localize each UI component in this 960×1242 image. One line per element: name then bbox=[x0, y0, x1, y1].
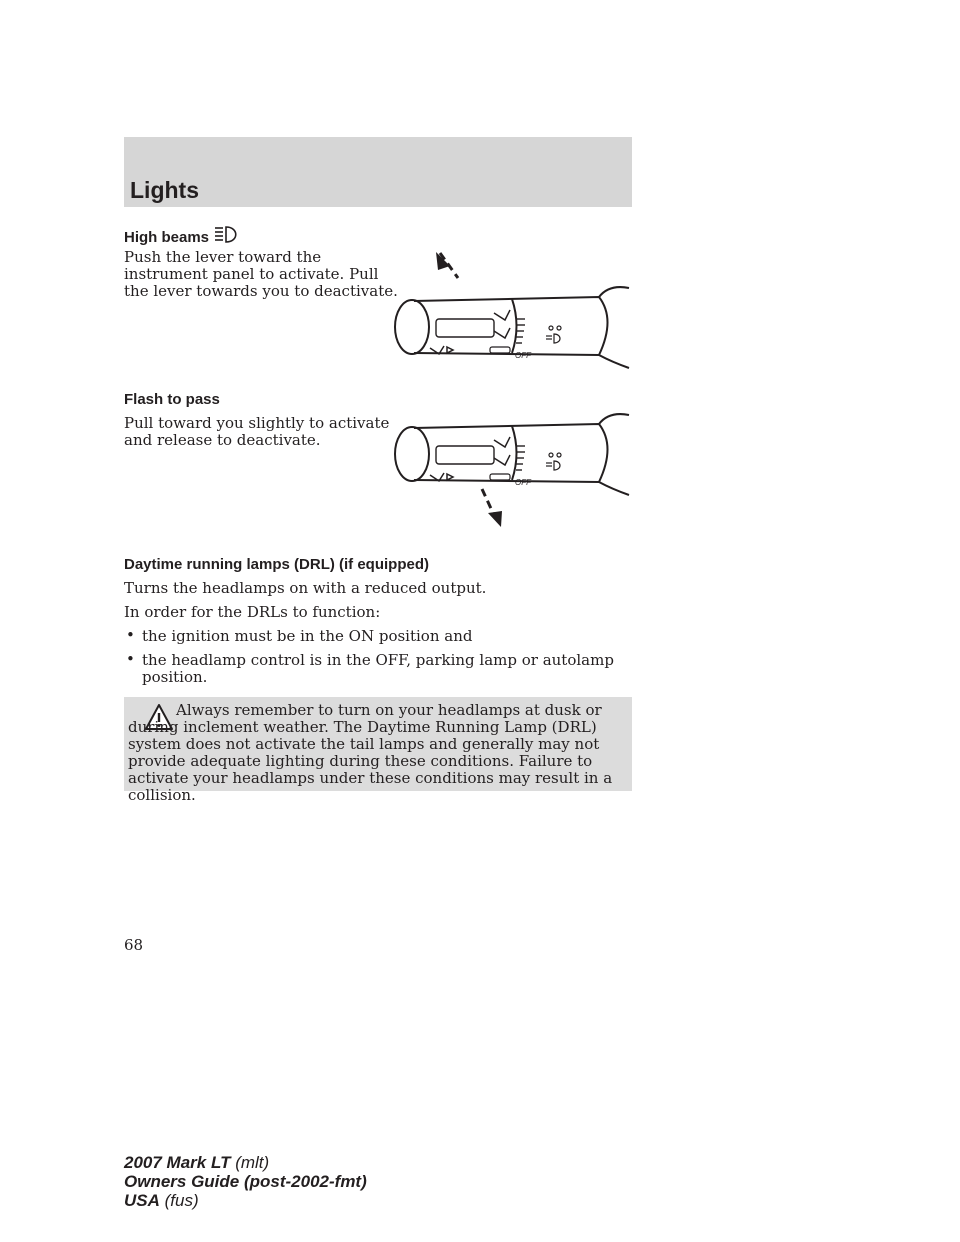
high-beams-line3: the lever towards you to deactivate. bbox=[124, 282, 398, 300]
headlamp-icon bbox=[546, 326, 561, 343]
warning-box bbox=[124, 697, 632, 804]
high-beam-icon bbox=[213, 225, 243, 245]
pull-arrow-icon bbox=[488, 511, 502, 527]
high-beams-line2: instrument panel to activate. Pull bbox=[124, 265, 379, 283]
bullet-icon: • bbox=[126, 650, 135, 668]
lever-pull-diagram bbox=[384, 405, 644, 530]
drl-heading: Daytime running lamps (DRL) (if equipped) bbox=[124, 556, 430, 573]
high-beams-body bbox=[124, 249, 398, 300]
headlamp-icon bbox=[546, 453, 561, 470]
high-beams-heading-text: High beams bbox=[124, 229, 210, 246]
lever-push-diagram bbox=[384, 250, 644, 375]
page-number: 68 bbox=[124, 936, 144, 954]
section-title: Lights bbox=[130, 177, 199, 203]
warning-text: Always remember to turn on your headlamps at dusk or during inclement weather. The Daytime Running Lamp (DRL) system does not activate the tail lamps and generally may not provide adequate lighting during these conditions. Failure to activate your headlamps under these conditions may result in a collision. bbox=[128, 701, 613, 804]
high-beams-heading bbox=[124, 225, 243, 246]
footer-market: USA bbox=[124, 1191, 160, 1210]
footer-model: 2007 Mark LT bbox=[124, 1153, 231, 1172]
drl-condition-intro: In order for the DRLs to function: bbox=[124, 603, 381, 621]
list-item-text: the headlamp control is in the OFF, parking lamp or autolamp position. bbox=[142, 651, 614, 686]
off-label: OFF bbox=[515, 351, 531, 360]
document-footer bbox=[124, 1153, 367, 1210]
bullet-icon: • bbox=[126, 626, 135, 644]
flash-to-pass-line1: Pull toward you slightly to activate bbox=[124, 414, 390, 432]
footer-market-code: (fus) bbox=[164, 1191, 199, 1210]
flash-to-pass-line2: and release to deactivate. bbox=[124, 431, 321, 449]
footer-guide: Owners Guide (post-2002-fmt) bbox=[124, 1172, 367, 1191]
footer-model-code: (mlt) bbox=[235, 1153, 270, 1172]
drl-intro: Turns the headlamps on with a reduced output. bbox=[124, 579, 487, 597]
flash-to-pass-heading: Flash to pass bbox=[124, 391, 220, 408]
high-beams-line1: Push the lever toward the bbox=[124, 248, 322, 266]
off-label: OFF bbox=[515, 478, 531, 487]
flash-to-pass-body bbox=[124, 415, 389, 449]
section-header-bar bbox=[124, 137, 632, 207]
list-item-text: the ignition must be in the ON position and bbox=[142, 627, 473, 645]
